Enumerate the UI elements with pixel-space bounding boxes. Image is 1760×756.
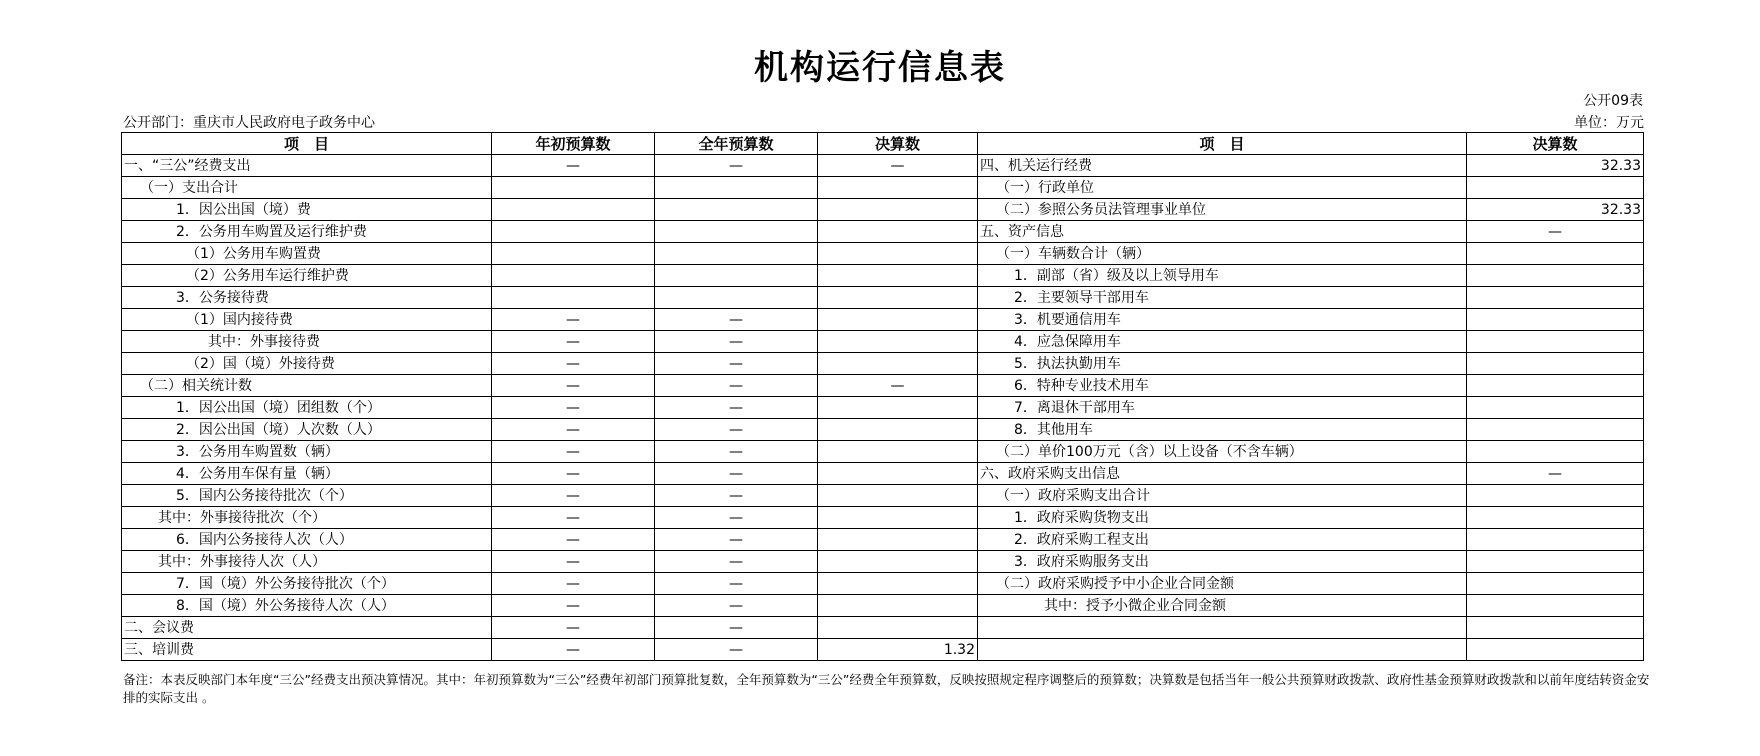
- row-initial-budget: [492, 243, 655, 265]
- row-initial-budget: —: [492, 617, 655, 639]
- table-row: [122, 221, 1644, 243]
- row-final: [818, 309, 978, 331]
- row-item-right: [978, 639, 1467, 661]
- row-final-right: [1467, 551, 1644, 573]
- row-item-right: 六、政府采购支出信息: [978, 463, 1467, 485]
- table-row: [122, 595, 1644, 617]
- table-row: [122, 287, 1644, 309]
- row-annual-budget: —: [655, 551, 818, 573]
- row-final: [818, 287, 978, 309]
- row-final-right: [1467, 485, 1644, 507]
- table-row: [122, 375, 1644, 397]
- row-item-right: 3．政府采购服务支出: [978, 551, 1467, 573]
- row-initial-budget: —: [492, 397, 655, 419]
- table-row: [122, 529, 1644, 551]
- table-row: [122, 397, 1644, 419]
- row-item-left: 三、培训费: [122, 639, 492, 661]
- row-final-right: [1467, 353, 1644, 375]
- header-final-right: 决算数: [1467, 133, 1644, 155]
- row-item-left: 3．公务用车购置数（辆）: [122, 441, 492, 463]
- row-item-left: 1．因公出国（境）团组数（个）: [122, 397, 492, 419]
- row-final-right: [1467, 331, 1644, 353]
- row-initial-budget: —: [492, 353, 655, 375]
- row-initial-budget: —: [492, 485, 655, 507]
- row-item-left: 6．国内公务接待人次（人）: [122, 529, 492, 551]
- table-row: [122, 265, 1644, 287]
- row-item-right: （二）单价100万元（含）以上设备（不含车辆）: [978, 441, 1467, 463]
- row-initial-budget: —: [492, 595, 655, 617]
- row-initial-budget: —: [492, 419, 655, 441]
- row-final-right: [1467, 639, 1644, 661]
- row-item-left: 5．国内公务接待批次（个）: [122, 485, 492, 507]
- row-final: [818, 177, 978, 199]
- row-item-right: 7．离退休干部用车: [978, 397, 1467, 419]
- table-row: [122, 441, 1644, 463]
- row-annual-budget: —: [655, 331, 818, 353]
- row-annual-budget: —: [655, 485, 818, 507]
- row-item-left: 其中：外事接待人次（人）: [122, 551, 492, 573]
- row-item-right: （二）政府采购授予中小企业合同金额: [978, 573, 1467, 595]
- row-final-right: [1467, 287, 1644, 309]
- footnote: 备注：本表反映部门本年度“三公”经费支出预决算情况。其中：年初预算数为“三公”经费年初部门预算批复数，全年预算数为“三公”经费全年预算数，反映按照规定程序调整后的预算数；决算数是包括当年一般公共预算财政拨款、政府性基金预算财政拨款和以前年度结转资金安排的实际支出 。: [123, 672, 1650, 705]
- row-item-right: 其中：授予小微企业合同金额: [978, 595, 1467, 617]
- row-item-left: （1）公务用车购置费: [122, 243, 492, 265]
- row-annual-budget: [655, 287, 818, 309]
- row-initial-budget: [492, 177, 655, 199]
- row-annual-budget: —: [655, 375, 818, 397]
- header-item: 项 目: [122, 133, 492, 155]
- row-final-right: —: [1467, 463, 1644, 485]
- info-table: [121, 132, 1644, 661]
- row-item-left: 4．公务用车保有量（辆）: [122, 463, 492, 485]
- row-annual-budget: —: [655, 463, 818, 485]
- row-item-left: 一、“三公”经费支出: [122, 155, 492, 177]
- row-final-right: [1467, 529, 1644, 551]
- row-final-right: [1467, 419, 1644, 441]
- table-row: [122, 353, 1644, 375]
- row-initial-budget: —: [492, 529, 655, 551]
- row-initial-budget: [492, 287, 655, 309]
- row-annual-budget: —: [655, 573, 818, 595]
- row-item-right: [978, 617, 1467, 639]
- row-annual-budget: —: [655, 639, 818, 661]
- row-item-right: 2．主要领导干部用车: [978, 287, 1467, 309]
- row-annual-budget: —: [655, 353, 818, 375]
- row-final: [818, 441, 978, 463]
- header-initial-budget: 年初预算数: [492, 133, 655, 155]
- row-final-right: [1467, 375, 1644, 397]
- row-item-right: 5．执法执勤用车: [978, 353, 1467, 375]
- row-final: [818, 595, 978, 617]
- row-final: [818, 485, 978, 507]
- header-annual-budget: 全年预算数: [655, 133, 818, 155]
- row-final: [818, 507, 978, 529]
- page-title: 机构运行信息表: [754, 48, 1006, 88]
- row-item-left: 2．公务用车购置及运行维护费: [122, 221, 492, 243]
- row-final-right: [1467, 441, 1644, 463]
- row-item-right: 8．其他用车: [978, 419, 1467, 441]
- row-item-right: 1．政府采购货物支出: [978, 507, 1467, 529]
- department-label: 公开部门：重庆市人民政府电子政务中心: [123, 115, 375, 131]
- row-final-right: —: [1467, 221, 1644, 243]
- row-final: [818, 419, 978, 441]
- row-final-right: 32.33: [1467, 155, 1644, 177]
- row-initial-budget: —: [492, 155, 655, 177]
- row-initial-budget: —: [492, 507, 655, 529]
- row-item-right: 2．政府采购工程支出: [978, 529, 1467, 551]
- table-row: [122, 639, 1644, 661]
- row-annual-budget: —: [655, 441, 818, 463]
- row-item-right: （一）行政单位: [978, 177, 1467, 199]
- row-annual-budget: —: [655, 617, 818, 639]
- row-final: [818, 397, 978, 419]
- row-item-left: （2）公务用车运行维护费: [122, 265, 492, 287]
- row-item-right: （二）参照公务员法管理事业单位: [978, 199, 1467, 221]
- table-row: [122, 551, 1644, 573]
- row-final-right: [1467, 617, 1644, 639]
- row-item-right: 3．机要通信用车: [978, 309, 1467, 331]
- row-initial-budget: [492, 265, 655, 287]
- row-annual-budget: [655, 221, 818, 243]
- row-initial-budget: —: [492, 309, 655, 331]
- table-row: [122, 617, 1644, 639]
- row-final: [818, 551, 978, 573]
- row-final: [818, 353, 978, 375]
- row-item-left: （2）国（境）外接待费: [122, 353, 492, 375]
- row-final-right: [1467, 595, 1644, 617]
- row-item-right: （一）政府采购支出合计: [978, 485, 1467, 507]
- row-final: 1.32: [818, 639, 978, 661]
- row-item-left: 2．因公出国（境）人次数（人）: [122, 419, 492, 441]
- row-annual-budget: —: [655, 309, 818, 331]
- row-final: [818, 331, 978, 353]
- row-final-right: [1467, 309, 1644, 331]
- table-row: [122, 155, 1644, 177]
- row-item-left: （1）国内接待费: [122, 309, 492, 331]
- row-item-left: （二）相关统计数: [122, 375, 492, 397]
- row-item-left: 1．因公出国（境）费: [122, 199, 492, 221]
- row-final: [818, 573, 978, 595]
- row-item-left: 其中：外事接待费: [122, 331, 492, 353]
- row-initial-budget: —: [492, 573, 655, 595]
- table-row: [122, 331, 1644, 353]
- row-annual-budget: —: [655, 507, 818, 529]
- row-annual-budget: [655, 265, 818, 287]
- row-item-right: 五、资产信息: [978, 221, 1467, 243]
- header-final: 决算数: [818, 133, 978, 155]
- row-item-left: 二、会议费: [122, 617, 492, 639]
- row-annual-budget: [655, 243, 818, 265]
- row-item-left: 其中：外事接待批次（个）: [122, 507, 492, 529]
- row-item-left: 3．公务接待费: [122, 287, 492, 309]
- row-final: [818, 265, 978, 287]
- row-item-left: 7．国（境）外公务接待批次（个）: [122, 573, 492, 595]
- row-final-right: [1467, 507, 1644, 529]
- row-final-right: [1467, 397, 1644, 419]
- table-row: [122, 243, 1644, 265]
- row-annual-budget: [655, 177, 818, 199]
- row-item-right: 6．特种专业技术用车: [978, 375, 1467, 397]
- row-item-right: （一）车辆数合计（辆）: [978, 243, 1467, 265]
- row-item-right: 1．副部（省）级及以上领导用车: [978, 265, 1467, 287]
- row-initial-budget: —: [492, 639, 655, 661]
- unit-label: 单位：万元: [1574, 115, 1644, 131]
- row-initial-budget: —: [492, 331, 655, 353]
- row-annual-budget: —: [655, 397, 818, 419]
- row-initial-budget: [492, 221, 655, 243]
- table-row: [122, 199, 1644, 221]
- row-final: [818, 529, 978, 551]
- row-annual-budget: —: [655, 529, 818, 551]
- row-item-right: 4．应急保障用车: [978, 331, 1467, 353]
- row-initial-budget: —: [492, 375, 655, 397]
- table-row: [122, 419, 1644, 441]
- row-final-right: [1467, 177, 1644, 199]
- table-header-row: [122, 133, 1644, 155]
- row-item-left: 8．国（境）外公务接待人次（人）: [122, 595, 492, 617]
- row-final-right: [1467, 573, 1644, 595]
- row-annual-budget: [655, 199, 818, 221]
- row-annual-budget: —: [655, 419, 818, 441]
- row-final: [818, 463, 978, 485]
- table-row: [122, 177, 1644, 199]
- row-annual-budget: —: [655, 595, 818, 617]
- table-row: [122, 309, 1644, 331]
- row-item-left: （一）支出合计: [122, 177, 492, 199]
- row-final: —: [818, 155, 978, 177]
- row-item-right: 四、机关运行经费: [978, 155, 1467, 177]
- row-initial-budget: [492, 199, 655, 221]
- table-row: [122, 573, 1644, 595]
- row-final-right: [1467, 243, 1644, 265]
- row-final: —: [818, 375, 978, 397]
- row-initial-budget: —: [492, 441, 655, 463]
- form-number: 公开09表: [1583, 93, 1643, 109]
- table-row: [122, 485, 1644, 507]
- row-annual-budget: —: [655, 155, 818, 177]
- row-final: [818, 243, 978, 265]
- row-final-right: 32.33: [1467, 199, 1644, 221]
- header-item-right: 项 目: [978, 133, 1467, 155]
- table-row: [122, 463, 1644, 485]
- row-final: [818, 617, 978, 639]
- row-initial-budget: —: [492, 463, 655, 485]
- table-row: [122, 507, 1644, 529]
- row-final: [818, 199, 978, 221]
- row-final-right: [1467, 265, 1644, 287]
- row-initial-budget: —: [492, 551, 655, 573]
- row-final: [818, 221, 978, 243]
